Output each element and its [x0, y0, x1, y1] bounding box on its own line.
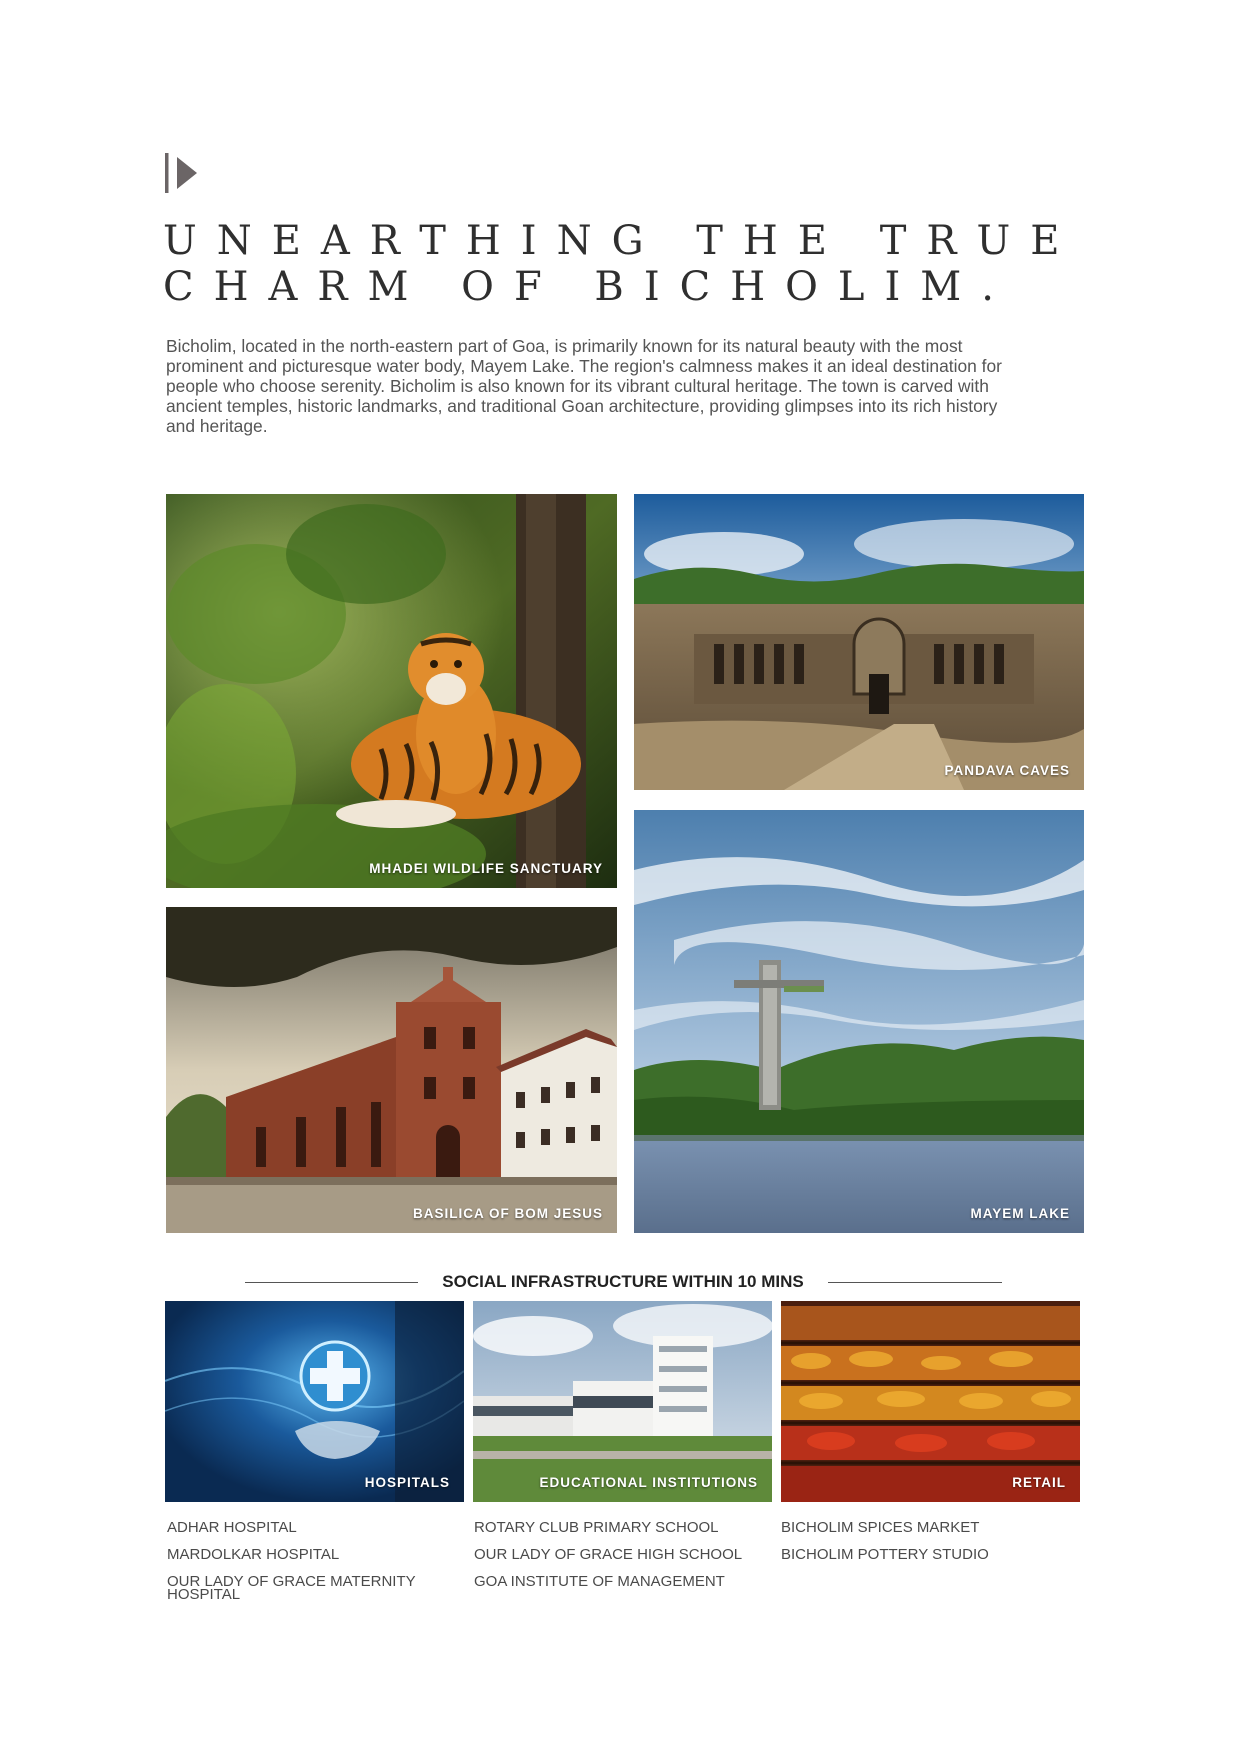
section-heading: SOCIAL INFRASTRUCTURE WITHIN 10 MINS [442, 1272, 804, 1291]
brand-logo-icon [165, 153, 199, 193]
photo-caption: MHADEI WILDLIFE SANCTUARY [369, 861, 603, 876]
infra-photo-hospitals [165, 1301, 464, 1502]
photo-pandava-caves [634, 494, 1084, 790]
list-item: ADHAR HOSPITAL [167, 1519, 297, 1536]
page-title-line-2: CHARM OF BICHOLIM. [163, 264, 1014, 310]
list-item: ROTARY CLUB PRIMARY SCHOOL [474, 1519, 719, 1536]
list-item: OUR LADY OF GRACE HIGH SCHOOL [474, 1546, 743, 1563]
intro-paragraph: Bicholim, located in the north-eastern part of Goa, is primarily known for its natural beauty with the most prominent and picturesque water body, Mayem Lake. The region's calmness makes it an ideal destination for people who choose serenity. Bicholim is also known for its vibrant cultural heritage. The town is carved with ancient temples, historic landmarks, and traditional Goan architecture, providing glimpses into its rich history and heritage. [166, 336, 1002, 437]
photo-caption: HOSPITALS [364, 1475, 450, 1490]
play-bar-icon [165, 153, 199, 193]
list-item: BICHOLIM SPICES MARKET [781, 1519, 980, 1536]
spice-market-image [781, 1301, 1080, 1502]
page-title-line-1: UNEARTHING THE TRUE [163, 218, 1080, 264]
hospitals-list [167, 1521, 457, 1615]
photo-mayem-lake [634, 810, 1084, 1233]
list-item: BICHOLIM POTTERY STUDIO [781, 1546, 989, 1563]
infra-photo-retail [781, 1301, 1080, 1502]
photo-caption: EDUCATIONAL INSTITUTIONS [539, 1475, 758, 1490]
section-divider-right [828, 1282, 1002, 1283]
photo-caption: RETAIL [1012, 1475, 1066, 1490]
list-item: GOA INSTITUTE OF MANAGEMENT [474, 1573, 725, 1590]
photo-mhadei-wildlife-sanctuary [166, 494, 617, 888]
section-divider-left [245, 1282, 418, 1283]
education-list [474, 1521, 764, 1602]
school-building-image [473, 1301, 772, 1502]
basilica-image [166, 907, 617, 1233]
list-item: OUR LADY OF GRACE MATERNITY HOSPITAL [167, 1573, 416, 1603]
caves-image [634, 494, 1084, 790]
list-item: MARDOLKAR HOSPITAL [167, 1546, 340, 1563]
photo-caption: BASILICA OF BOM JESUS [412, 1206, 603, 1221]
lake-image [634, 810, 1084, 1233]
photo-basilica-of-bom-jesus [166, 907, 617, 1233]
medical-cross-image [165, 1301, 464, 1502]
retail-list [781, 1521, 1071, 1575]
infra-photo-educational-institutions [473, 1301, 772, 1502]
tiger-image [166, 494, 617, 888]
photo-caption: MAYEM LAKE [970, 1206, 1070, 1221]
page-title [163, 218, 1143, 310]
photo-caption: PANDAVA CAVES [944, 763, 1070, 778]
